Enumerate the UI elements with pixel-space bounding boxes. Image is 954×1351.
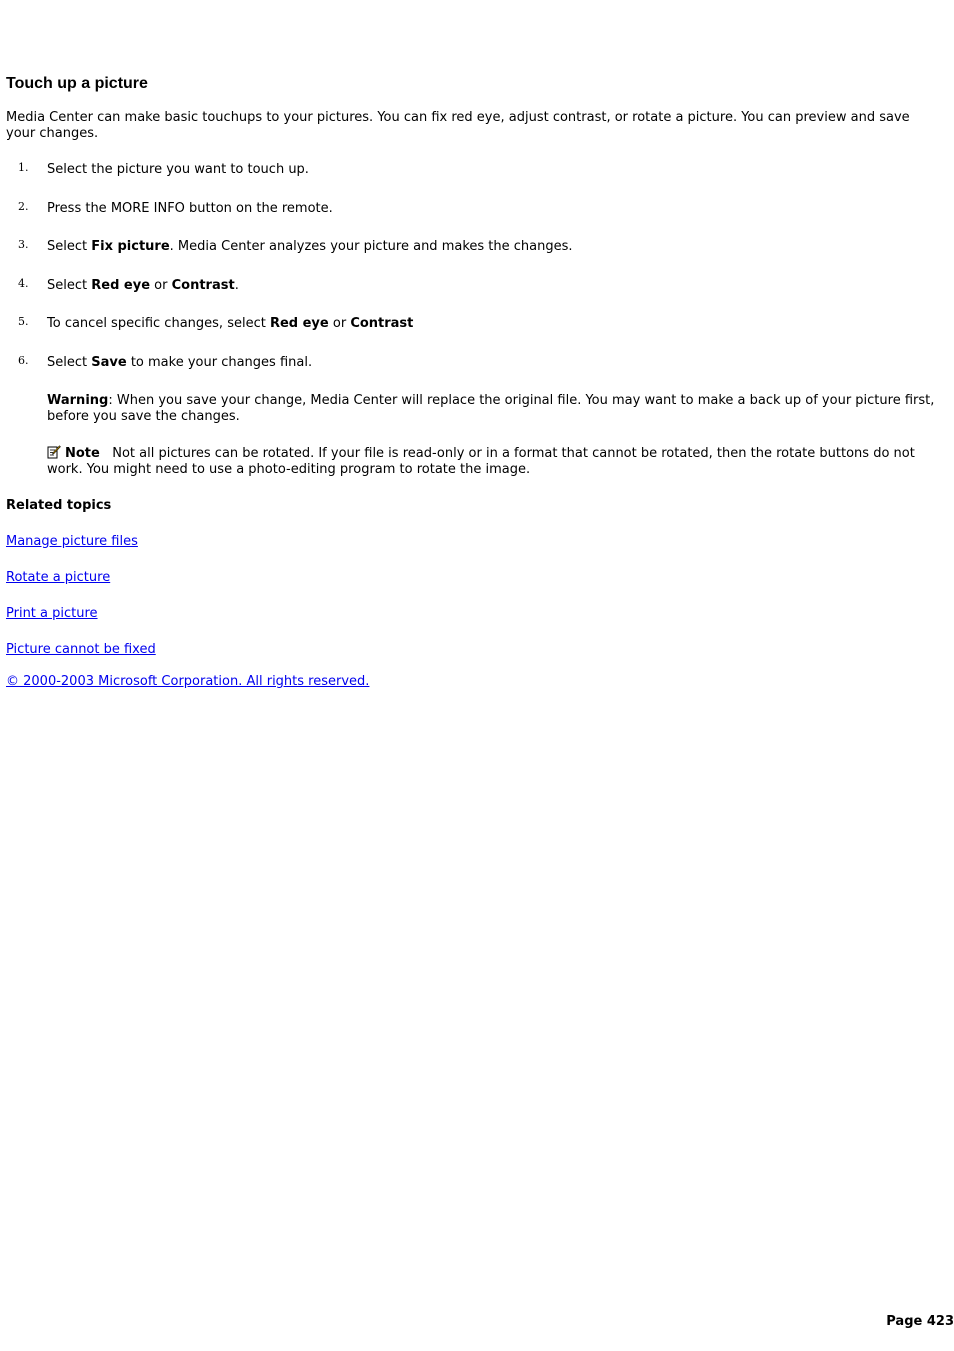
steps-list <box>6 162 942 371</box>
step-item <box>6 278 942 294</box>
step-text: Select <box>47 239 92 254</box>
step-term: Fix picture <box>91 239 170 254</box>
link-print-a-picture[interactable]: Print a picture <box>6 605 98 621</box>
note-text: Not all pictures can be rotated. If your file is read-only or in a format that cannot be rotated, then the rotate buttons do not work. You might need to use a photo-editing program to rotate the image. <box>47 445 915 477</box>
intro-paragraph: Media Center can make basic touchups to your pictures. You can fix red eye, adjust contrast, or rotate a picture. You can preview and save your changes. <box>6 110 910 141</box>
related-topics-heading: Related topics <box>6 497 112 513</box>
step-item <box>6 201 942 217</box>
warning-text: : When you save your change, Media Center will replace the original file. You may want to make a back up of your picture first, before you save the changes. <box>47 392 935 424</box>
step-text: Select <box>47 354 92 370</box>
copyright-link[interactable]: © 2000-2003 Microsoft Corporation. All rights reserved. <box>6 673 370 689</box>
step-item <box>6 316 942 332</box>
step-number: 4. <box>18 276 29 290</box>
step-number: 6. <box>18 353 29 367</box>
step-number: 3. <box>18 238 29 251</box>
warning-block <box>47 393 942 425</box>
step-number: 2. <box>18 199 29 213</box>
step-term: Contrast <box>171 277 235 293</box>
note-block <box>47 445 942 478</box>
step-text: . <box>234 277 239 293</box>
link-rotate-a-picture[interactable]: Rotate a picture <box>6 569 111 585</box>
step-text: To cancel specific changes, select <box>47 316 270 331</box>
step-text: or <box>328 316 351 331</box>
step-term: Red eye <box>269 316 329 331</box>
note-label: Note <box>65 445 100 461</box>
link-picture-cannot-be-fixed[interactable]: Picture cannot be fixed <box>6 641 156 657</box>
step-number: 1. <box>18 161 29 174</box>
step-item <box>6 239 942 255</box>
step-text: Press the MORE INFO button on the remote. <box>47 200 333 216</box>
warning-label: Warning <box>47 392 109 408</box>
related-links <box>6 534 942 658</box>
page-title: Touch up a picture <box>6 75 148 92</box>
step-term: Red eye <box>91 277 151 293</box>
step-item <box>6 162 942 178</box>
note-icon <box>47 445 61 459</box>
step-number: 5. <box>18 315 29 328</box>
step-term: Save <box>91 354 127 370</box>
step-text: Select the picture you want to touch up. <box>47 162 309 177</box>
page-number: Page 423 <box>886 1314 954 1329</box>
step-term: Contrast <box>350 316 414 331</box>
step-text: Select <box>47 277 92 293</box>
step-text: to make your changes final. <box>126 354 313 370</box>
step-text: . Media Center analyzes your picture and makes the changes. <box>169 239 573 254</box>
link-manage-picture-files[interactable]: Manage picture files <box>6 533 138 549</box>
step-item <box>6 355 942 371</box>
document-body <box>6 74 942 690</box>
step-text: or <box>150 277 172 293</box>
